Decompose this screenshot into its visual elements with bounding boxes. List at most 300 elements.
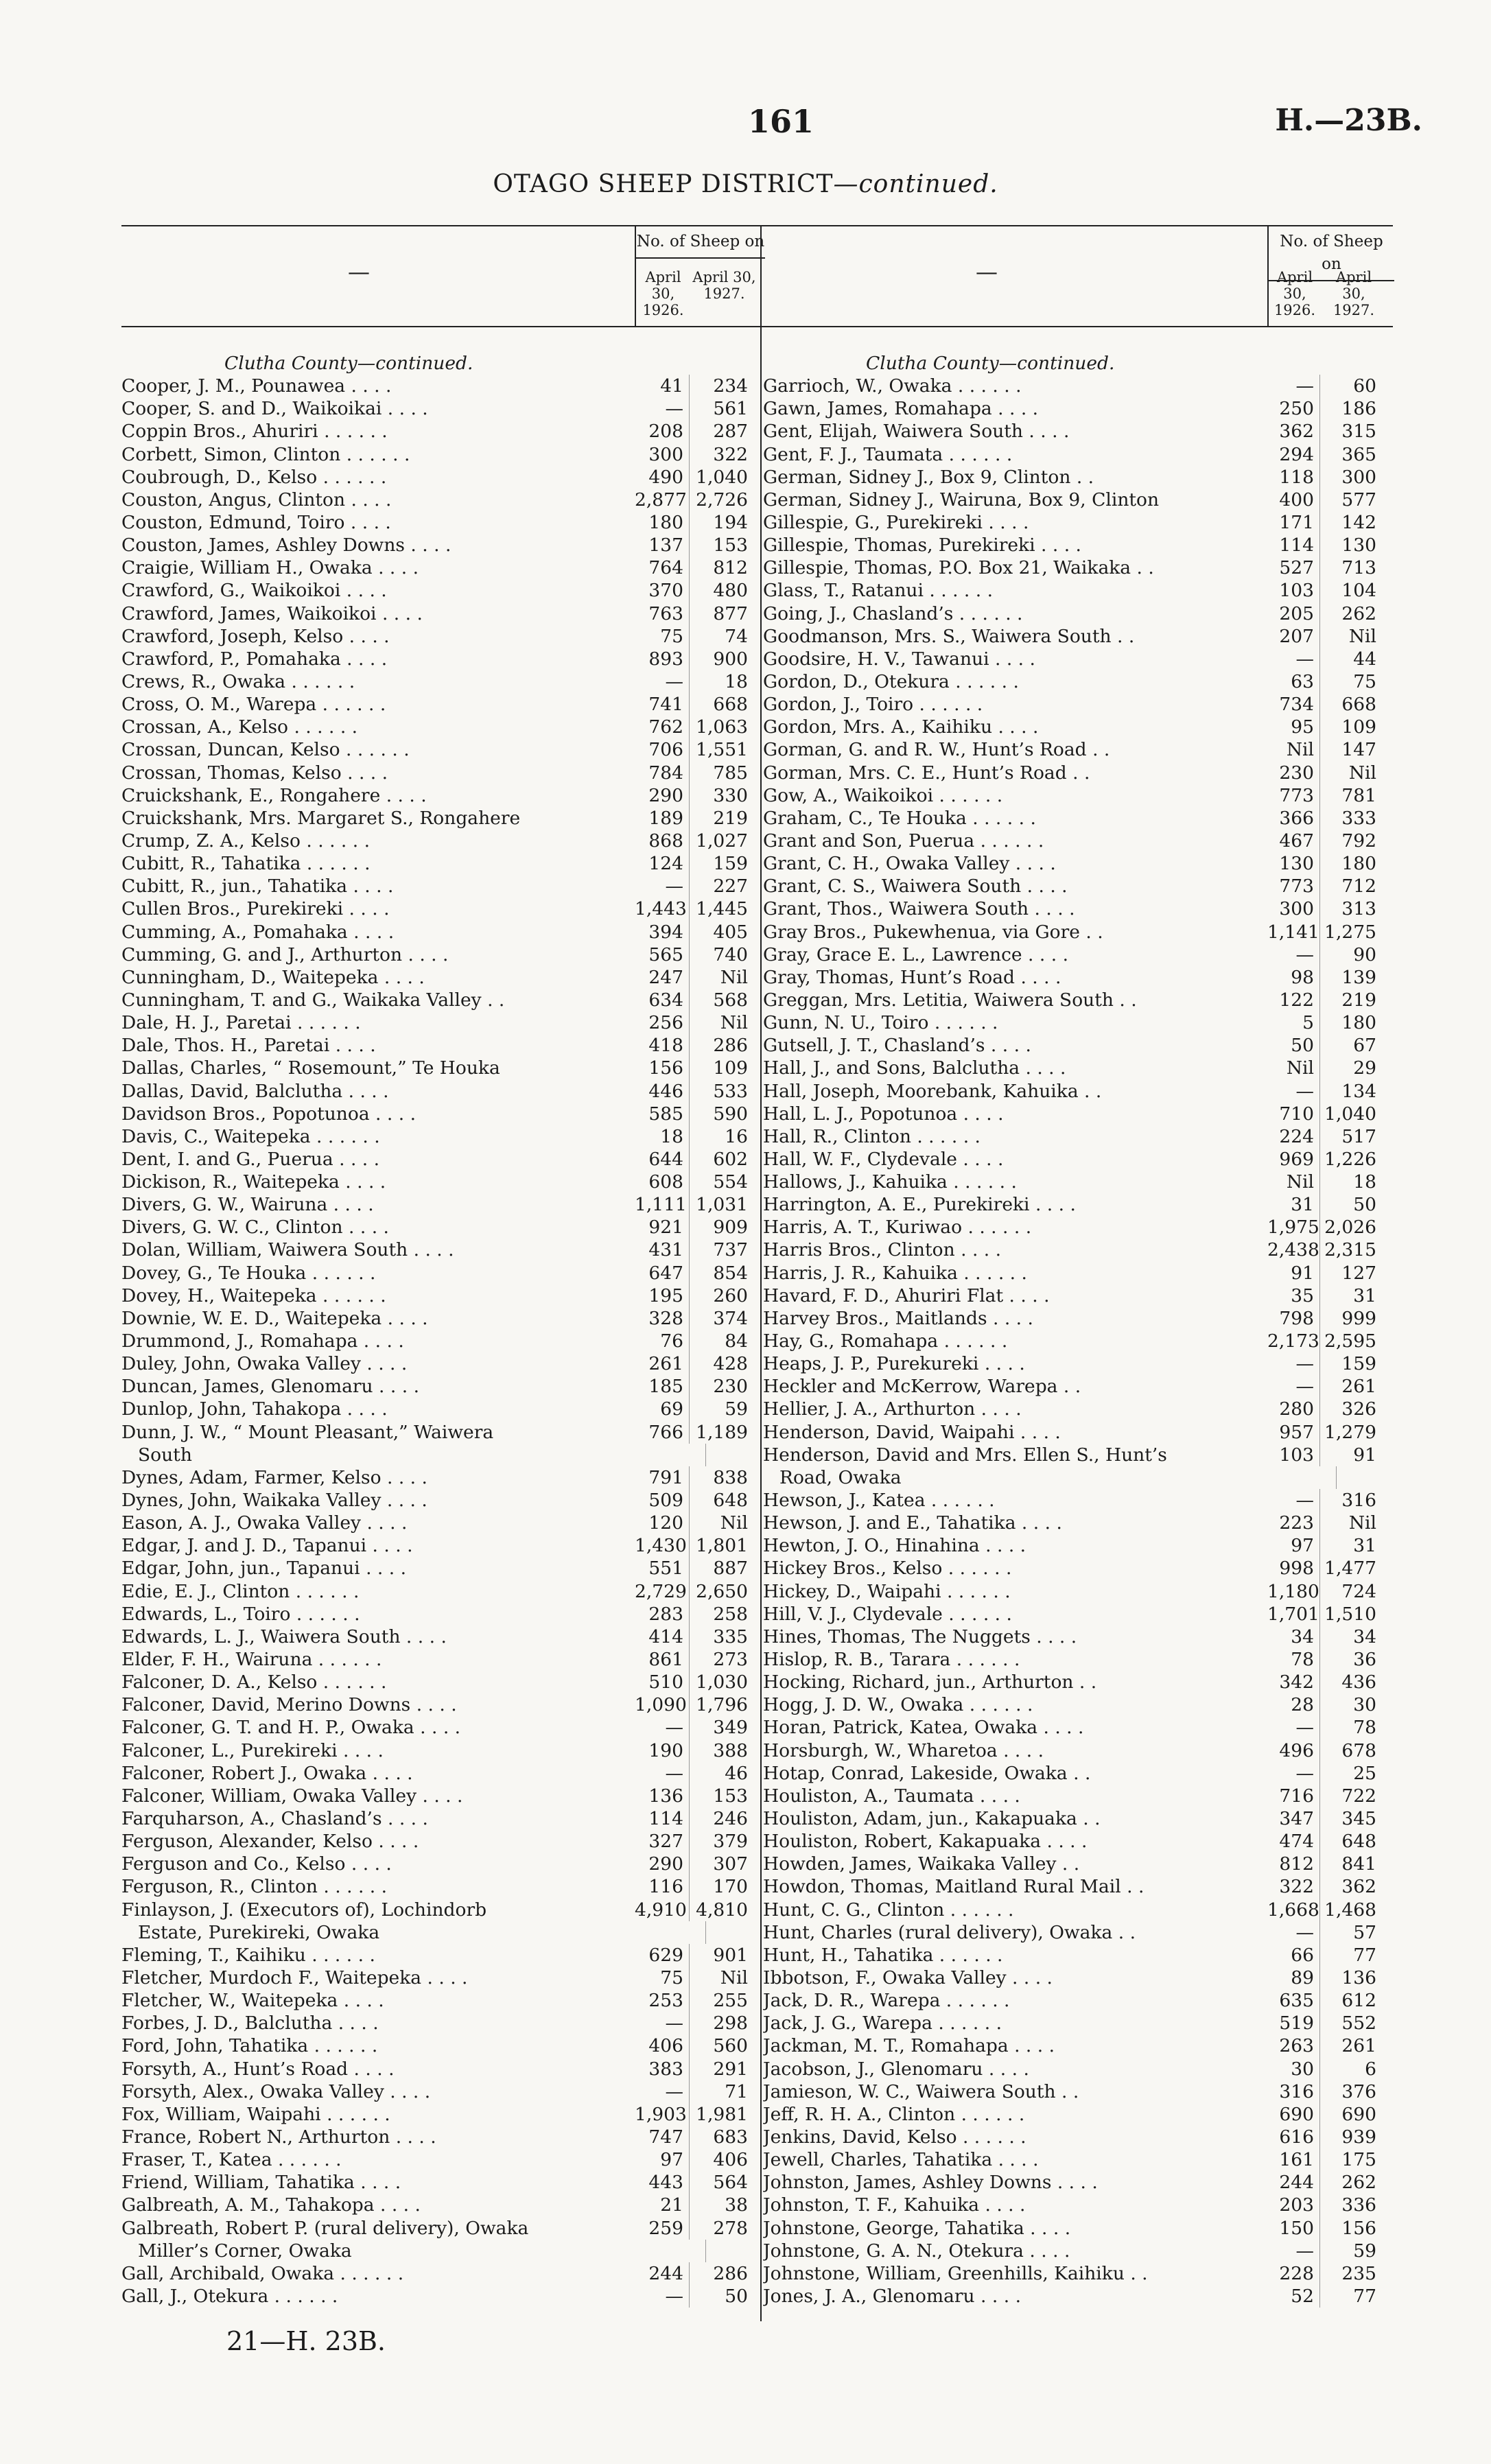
owner-name: Harris, J. R., Kahuika . . . . . . (763, 1262, 1027, 1284)
owner-name: Gray Bros., Pukewhenua, via Gore . . (763, 921, 1103, 943)
owner-name: Ford, John, Tahatika . . . . . . (121, 2035, 378, 2057)
owner-name: Hall, L. J., Popotunoa . . . . (763, 1103, 1004, 1125)
owner-name: Hall, Joseph, Moorebank, Kahuika . . (763, 1080, 1102, 1102)
sheep-1926: 647 (635, 1262, 690, 1284)
sheep-1926: — (1267, 648, 1320, 670)
owner-name: Houliston, Adam, jun., Kakapuaka . . (763, 1808, 1101, 1829)
owner-name: Falconer, Robert J., Owaka . . . . (121, 1762, 413, 1784)
sheep-1927: 316 (1341, 1490, 1376, 1512)
sheep-1927: 740 (713, 943, 748, 965)
owner-name: Hickey, D., Waipahi . . . . . . (763, 1580, 1011, 1602)
owner-name: Cruickshank, E., Rongahere . . . . (121, 784, 427, 806)
sheep-1926: 52 (1267, 2285, 1320, 2308)
owner-name: Dent, I. and G., Puerua . . . . (121, 1148, 380, 1170)
owner-name: Cumming, A., Pomahaka . . . . (121, 921, 395, 943)
table-row (121, 2240, 765, 2262)
owner-name: Gall, Archibald, Owaka . . . . . . (121, 2262, 404, 2284)
table-row (121, 1307, 765, 1330)
sheep-1926: 418 (635, 1034, 690, 1057)
owner-name: Dunlop, John, Tahakopa . . . . (121, 1398, 388, 1420)
owner-name: Forbes, J. D., Balclutha . . . . (121, 2013, 379, 2034)
table-row (763, 625, 1393, 648)
table-row (763, 1716, 1393, 1739)
owner-name: Hewson, J., Katea . . . . . . (763, 1490, 995, 1512)
sheep-1926: 629 (635, 1944, 690, 1967)
table-row (121, 489, 765, 511)
table-row (763, 397, 1393, 420)
sheep-1926: 1,180 (1267, 1580, 1319, 1602)
sheep-1926: 208 (635, 420, 690, 443)
table-row (763, 1330, 1393, 1352)
sheep-1926: 773 (1267, 875, 1320, 897)
sheep-1927: 287 (713, 421, 748, 443)
table-row (121, 1739, 765, 1762)
sheep-1927: 561 (713, 398, 748, 420)
sheep-1926: 256 (635, 1011, 690, 1034)
sheep-1927: 153 (713, 1785, 748, 1807)
owner-name: Cubitt, R., jun., Tahatika . . . . (121, 876, 394, 897)
owner-name: Hewton, J. O., Hinahina . . . . (763, 1535, 1026, 1557)
sheep-1926: 791 (635, 1466, 690, 1489)
owner-name: Harris Bros., Clinton . . . . (763, 1239, 1002, 1261)
table-row (121, 1330, 765, 1352)
table-row (121, 807, 765, 830)
owner-name: Hall, J., and Sons, Balclutha . . . . (763, 1057, 1066, 1079)
table-row (763, 1785, 1393, 1807)
owner-name: Hunt, C. G., Clinton . . . . . . (763, 1899, 1014, 1921)
table-row (763, 2080, 1393, 2103)
sheep-1927: 1,445 (696, 898, 748, 920)
table-row (763, 852, 1393, 875)
sheep-1927: 1,551 (696, 739, 748, 761)
sheep-1927: 16 (725, 1125, 748, 1147)
table-row (121, 1626, 765, 1648)
sheep-1927: 564 (713, 2172, 748, 2194)
owner-name: Crossan, Duncan, Kelso . . . . . . (121, 739, 410, 761)
sheep-1927: 30 (1353, 1694, 1376, 1716)
table-row (763, 2194, 1393, 2216)
owner-name: Couston, Edmund, Toiro . . . . (121, 511, 391, 533)
sheep-1927: 153 (713, 535, 748, 556)
sheep-1927: 1,510 (1324, 1603, 1376, 1625)
owner-name: Ibbotson, F., Owaka Valley . . . . (763, 1967, 1053, 1988)
owner-name: Grant and Son, Puerua . . . . . . (763, 830, 1044, 852)
sheep-1927: Nil (720, 966, 748, 988)
owner-name: Divers, G. W., Wairuna . . . . (121, 1194, 374, 1216)
sheep-1927: 109 (1341, 716, 1376, 738)
sheep-1926: 244 (1267, 2171, 1320, 2194)
owner-name: Crawford, James, Waikoikoi . . . . (121, 602, 423, 624)
owner-name: Divers, G. W. C., Clinton . . . . (121, 1217, 389, 1239)
table-row (763, 2285, 1393, 2308)
owner-name: Hall, R., Clinton . . . . . . (763, 1125, 981, 1147)
sheep-1927: 260 (713, 1284, 748, 1306)
sheep-1927: 379 (713, 1831, 748, 1853)
sheep-1926: 34 (1267, 1626, 1320, 1648)
sheep-1927: 291 (713, 2058, 748, 2080)
sheep-1926: 342 (1267, 1671, 1320, 1693)
table-row (121, 1262, 765, 1284)
sheep-1927: 262 (1341, 2172, 1376, 2194)
owner-name: Hocking, Richard, jun., Arthurton . . (763, 1671, 1097, 1693)
sheep-1927: 84 (725, 1330, 748, 1352)
owner-name: Crawford, Joseph, Kelso . . . . (121, 625, 390, 647)
table-row (763, 1193, 1393, 1216)
sheep-1927: 1,031 (696, 1194, 748, 1216)
owner-name: Gutsell, J. T., Chasland’s . . . . (763, 1035, 1031, 1057)
right-section-heading (763, 352, 1393, 375)
table-row (763, 1853, 1393, 1875)
table-row (121, 2262, 765, 2285)
table-row (763, 738, 1393, 761)
sheep-1927: Nil (720, 1512, 748, 1534)
table-row (763, 1125, 1393, 1148)
table-row (763, 1421, 1393, 1444)
table-row (121, 1398, 765, 1420)
sheep-1927: 1,189 (696, 1421, 748, 1443)
sheep-1927: 46 (725, 1762, 748, 1784)
sheep-1926: 294 (1267, 443, 1320, 466)
owner-name: German, Sidney J., Box 9, Clinton . . (763, 466, 1094, 488)
sheep-1926: 28 (1267, 1693, 1320, 1716)
table-row (121, 830, 765, 852)
owner-name: Hislop, R. B., Tarara . . . . . . (763, 1649, 1020, 1671)
sheep-1926: 496 (1267, 1739, 1320, 1762)
sheep-1926: 171 (1267, 511, 1320, 534)
sheep-1927: 31 (1353, 1535, 1376, 1557)
sheep-1927: 560 (713, 2035, 748, 2057)
page-footer: 21—H. 23B. (226, 2326, 386, 2356)
sheep-1926: 690 (1267, 2103, 1320, 2126)
sheep-1927: 2,650 (696, 1580, 748, 1602)
sheep-1927: 436 (1341, 1671, 1376, 1693)
table-row (763, 943, 1393, 966)
sheep-1927: 255 (713, 1990, 748, 2012)
right-table-body (763, 327, 1393, 2308)
sheep-1926 (651, 2240, 706, 2262)
owner-name: Finlayson, J. (Executors of), Lochindorb (121, 1899, 487, 1921)
sheep-1927: 300 (1341, 466, 1376, 488)
sheep-1927: 335 (713, 1626, 748, 1647)
owner-name: Gawn, James, Romahapa . . . . (763, 398, 1039, 420)
sheep-1927: 785 (713, 762, 748, 784)
sheep-1927: 1,040 (696, 466, 748, 488)
table-row (763, 2012, 1393, 2034)
owner-name: Harris, A. T., Kuriwao . . . . . . (763, 1217, 1032, 1239)
sheep-1927: 722 (1341, 1785, 1376, 1807)
table-row (121, 852, 765, 875)
sheep-1927: 156 (1341, 2217, 1376, 2239)
owner-name: Gordon, Mrs. A., Kaihiku . . . . (763, 716, 1039, 738)
sheep-1927: 71 (725, 2080, 748, 2102)
document-reference: H.—23B. (1275, 103, 1422, 138)
table-row (121, 1967, 765, 1989)
sheep-1927: 60 (1353, 375, 1376, 397)
sheep-1926: — (1267, 1921, 1320, 1944)
owner-name: Dynes, Adam, Farmer, Kelso . . . . (121, 1466, 427, 1488)
sheep-1926 (651, 1444, 706, 1466)
table-row (121, 1148, 765, 1171)
sheep-1926: 156 (635, 1057, 690, 1079)
sheep-1926: 66 (1267, 1944, 1320, 1967)
sheep-1927: 612 (1341, 1990, 1376, 2012)
owner-name: Falconer, L., Purekireki . . . . (121, 1739, 384, 1761)
sheep-1927: 261 (1341, 1376, 1376, 1398)
sheep-1926: — (635, 875, 690, 897)
sheep-1926: — (635, 1762, 690, 1785)
sheep-1927: 44 (1353, 648, 1376, 670)
table-row (763, 921, 1393, 943)
owner-name: Craigie, William H., Owaka . . . . (121, 557, 419, 579)
sheep-1926: — (1267, 1716, 1320, 1739)
table-row (121, 1853, 765, 1875)
table-row (763, 830, 1393, 852)
owner-name: Galbreath, Robert P. (rural delivery), Owaka (121, 2217, 529, 2239)
owner-name: Ferguson and Co., Kelso . . . . (121, 1853, 392, 1875)
right-section-label: Clutha County—continued. (866, 353, 1115, 374)
table-row (763, 762, 1393, 784)
sheep-1927: 315 (1341, 421, 1376, 443)
owner-name: Gunn, N. U., Toiro . . . . . . (763, 1012, 998, 1034)
owner-name: Henderson, David and Mrs. Ellen S., Hunt’s (763, 1444, 1167, 1466)
sheep-1926: 91 (1267, 1262, 1320, 1284)
sheep-1926: 394 (635, 921, 690, 943)
sheep-1926: 203 (1267, 2194, 1320, 2216)
owner-name: Ferguson, R., Clinton . . . . . . (121, 1876, 388, 1898)
sheep-1926: 710 (1267, 1103, 1320, 1125)
table-row (121, 716, 765, 738)
sheep-1927: 349 (713, 1717, 748, 1739)
right-column-table (763, 225, 1393, 2308)
sheep-1926: — (635, 397, 690, 420)
sheep-1926: — (635, 2285, 690, 2308)
owner-name: Dynes, John, Waikaka Valley . . . . (121, 1490, 427, 1512)
right-table-header (763, 225, 1393, 327)
owner-name: Gray, Grace E. L., Lawrence . . . . (763, 943, 1068, 965)
owner-name: Friend, William, Tahatika . . . . (121, 2172, 401, 2194)
sheep-1927: 109 (713, 1057, 748, 1079)
sheep-1927: 234 (713, 375, 748, 397)
table-row (763, 2171, 1393, 2194)
sheep-1926: 1,430 (635, 1534, 690, 1557)
table-row (121, 1193, 765, 1216)
sheep-1927: 180 (1341, 853, 1376, 875)
right-header-group (1267, 226, 1394, 326)
table-row (763, 1626, 1393, 1648)
table-row (121, 762, 765, 784)
owner-name: Hall, W. F., Clydevale . . . . (763, 1148, 1004, 1170)
table-row (121, 897, 765, 920)
owner-name: Jamieson, W. C., Waiwera South . . (763, 2080, 1079, 2102)
owner-name: Estate, Purekireki, Owaka (138, 1921, 380, 1943)
table-row (121, 1693, 765, 1716)
left-header-dash: — (348, 259, 370, 285)
table-row (763, 989, 1393, 1011)
owner-name: Crews, R., Owaka . . . . . . (121, 670, 355, 692)
owner-name: Gent, F. J., Taumata . . . . . . (763, 443, 1013, 465)
owner-name: Elder, F. H., Wairuna . . . . . . (121, 1649, 382, 1671)
sheep-1926: — (635, 1716, 690, 1739)
sheep-1927: 712 (1341, 876, 1376, 897)
sheep-1926: 189 (635, 807, 690, 830)
sheep-1926: 124 (635, 852, 690, 875)
left-section-heading (121, 352, 765, 375)
owner-name: Edgar, John, jun., Tapanui . . . . (121, 1558, 407, 1580)
owner-name: Crump, Z. A., Kelso . . . . . . (121, 830, 371, 852)
table-row (763, 1967, 1393, 1989)
table-row (763, 2103, 1393, 2126)
table-row (763, 443, 1393, 466)
table-row (121, 943, 765, 966)
sheep-1927: 25 (1353, 1762, 1376, 1784)
sheep-1926: 300 (1267, 897, 1320, 920)
table-row (763, 1899, 1393, 1921)
table-row (121, 1216, 765, 1239)
sheep-1926: 519 (1267, 2012, 1320, 2034)
owner-name: Johnstone, William, Greenhills, Kaihiku . . (763, 2262, 1148, 2284)
table-row (763, 534, 1393, 556)
sheep-1926: — (1267, 375, 1320, 397)
owner-name: Jenkins, David, Kelso . . . . . . (763, 2126, 1026, 2148)
owner-name: Cunningham, T. and G., Waikaka Valley . . (121, 989, 505, 1011)
table-row (763, 1671, 1393, 1693)
owner-name: German, Sidney J., Wairuna, Box 9, Clinton (763, 489, 1160, 511)
sheep-1926: 195 (635, 1284, 690, 1307)
owner-name: Hickey Bros., Kelso . . . . . . (763, 1558, 1012, 1580)
owner-name: Hill, V. J., Clydevale . . . . . . (763, 1603, 1012, 1625)
sheep-1926: 1,090 (635, 1693, 690, 1716)
owner-name: Johnston, T. F., Kahuika . . . . (763, 2194, 1026, 2216)
owner-name: South (138, 1444, 192, 1466)
owner-name: Gow, A., Waikoikoi . . . . . . (763, 784, 1003, 806)
sheep-1926: 1,141 (1267, 921, 1319, 943)
sheep-1926: 400 (1267, 489, 1320, 511)
table-row (121, 1057, 765, 1079)
table-row (121, 1034, 765, 1057)
sheep-1927: 362 (1341, 1876, 1376, 1898)
sheep-1927: 2,315 (1324, 1239, 1376, 1261)
sheep-1926: 1,111 (635, 1193, 690, 1216)
table-row (121, 1103, 765, 1125)
owner-name: Dale, Thos. H., Paretai . . . . (121, 1035, 376, 1057)
sheep-1927 (706, 1921, 765, 1944)
sheep-1927: 59 (725, 1398, 748, 1420)
sheep-1927: 4,810 (696, 1899, 748, 1921)
table-row (121, 738, 765, 761)
left-table-header (121, 225, 765, 327)
sheep-1926: — (1267, 1375, 1320, 1398)
sheep-1926: 474 (1267, 1830, 1320, 1853)
sheep-1927: 77 (1353, 1944, 1376, 1966)
sheep-1926: 30 (1267, 2058, 1320, 2080)
sheep-1927: 374 (713, 1307, 748, 1329)
sheep-1926: 1,975 (1267, 1217, 1319, 1239)
sheep-1927: 127 (1341, 1262, 1376, 1284)
table-row (763, 1512, 1393, 1534)
sheep-1926: 78 (1267, 1648, 1320, 1671)
sheep-1926: 969 (1267, 1148, 1320, 1171)
owner-name: Cullen Bros., Purekireki . . . . (121, 898, 390, 920)
sheep-1926: — (1267, 2240, 1320, 2262)
sheep-1926: 150 (1267, 2217, 1320, 2240)
sheep-1927: 838 (713, 1466, 748, 1488)
table-row (763, 1057, 1393, 1079)
owner-name: Cruickshank, Mrs. Margaret S., Rongahere (121, 807, 521, 829)
owner-name: Edwards, L. J., Waiwera South . . . . (121, 1626, 447, 1647)
table-row (121, 670, 765, 693)
sheep-1927: 29 (1353, 1057, 1376, 1079)
owner-name: Fox, William, Waipahi . . . . . . (121, 2103, 390, 2125)
owner-name: Hewson, J. and E., Tahatika . . . . (763, 1512, 1062, 1534)
sheep-1927: 258 (713, 1603, 748, 1625)
sheep-1927: 227 (713, 876, 748, 897)
owner-name: Dallas, David, Balclutha . . . . (121, 1080, 389, 1102)
owner-name: Greggan, Mrs. Letitia, Waiwera South . . (763, 989, 1137, 1011)
sheep-1926: 366 (1267, 807, 1320, 830)
table-row (121, 1557, 765, 1580)
owner-name: Hellier, J. A., Arthurton . . . . (763, 1398, 1022, 1420)
table-row (763, 693, 1393, 716)
sheep-1927: 330 (713, 784, 748, 806)
owner-name: Fletcher, W., Waitepeka . . . . (121, 1990, 384, 2012)
sheep-1927: 668 (713, 694, 748, 716)
table-row (121, 602, 765, 625)
table-row (121, 1375, 765, 1398)
sheep-1927: 428 (713, 1353, 748, 1375)
sheep-1926: 136 (635, 1785, 690, 1807)
owner-name: Jack, J. G., Warepa . . . . . . (763, 2013, 1002, 2034)
table-row (763, 2126, 1393, 2148)
sheep-1926: 185 (635, 1375, 690, 1398)
page-number: 161 (748, 103, 814, 140)
sheep-1927: 1,981 (696, 2103, 748, 2125)
table-row (121, 443, 765, 466)
sheep-1926: 247 (635, 966, 690, 989)
sheep-1926: — (1267, 1762, 1320, 1785)
sheep-1926: 861 (635, 1648, 690, 1671)
table-row (763, 2034, 1393, 2057)
table-row (121, 2103, 765, 2126)
table-row (121, 1716, 765, 1739)
table-row (121, 1899, 765, 1921)
owner-name: Davis, C., Waitepeka . . . . . . (121, 1125, 380, 1147)
sheep-1926: 868 (635, 830, 690, 852)
table-row (763, 2148, 1393, 2171)
sheep-1927: 90 (1353, 943, 1376, 965)
owner-name: Duncan, James, Glenomaru . . . . (121, 1376, 420, 1398)
owner-name: Hay, G., Romahapa . . . . . . (763, 1330, 1008, 1352)
sheep-1926: 114 (1267, 534, 1320, 556)
owner-name: Crossan, Thomas, Kelso . . . . (121, 762, 388, 784)
sheep-1927: 134 (1341, 1080, 1376, 1102)
owner-name: Edwards, L., Toiro . . . . . . (121, 1603, 360, 1625)
table-row (121, 1011, 765, 1034)
owner-name: Hogg, J. D. W., Owaka . . . . . . (763, 1694, 1033, 1716)
sheep-1926: 97 (635, 2148, 690, 2171)
owner-name: Havard, F. D., Ahuriri Flat . . . . (763, 1284, 1050, 1306)
sheep-1926: 97 (1267, 1534, 1320, 1557)
sheep-1926: 1,701 (1267, 1603, 1319, 1625)
owner-name: Jack, D. R., Warepa . . . . . . (763, 1990, 1010, 2012)
sheep-1927: 939 (1341, 2126, 1376, 2148)
sheep-1926: — (1267, 1352, 1320, 1375)
sheep-1926: 812 (1267, 1853, 1320, 1875)
sheep-1926: 585 (635, 1103, 690, 1125)
table-row (763, 1034, 1393, 1057)
sheep-1927: 286 (713, 2262, 748, 2284)
sheep-1927: 1,468 (1324, 1899, 1376, 1921)
owner-name: Horsburgh, W., Wharetoa . . . . (763, 1739, 1044, 1761)
